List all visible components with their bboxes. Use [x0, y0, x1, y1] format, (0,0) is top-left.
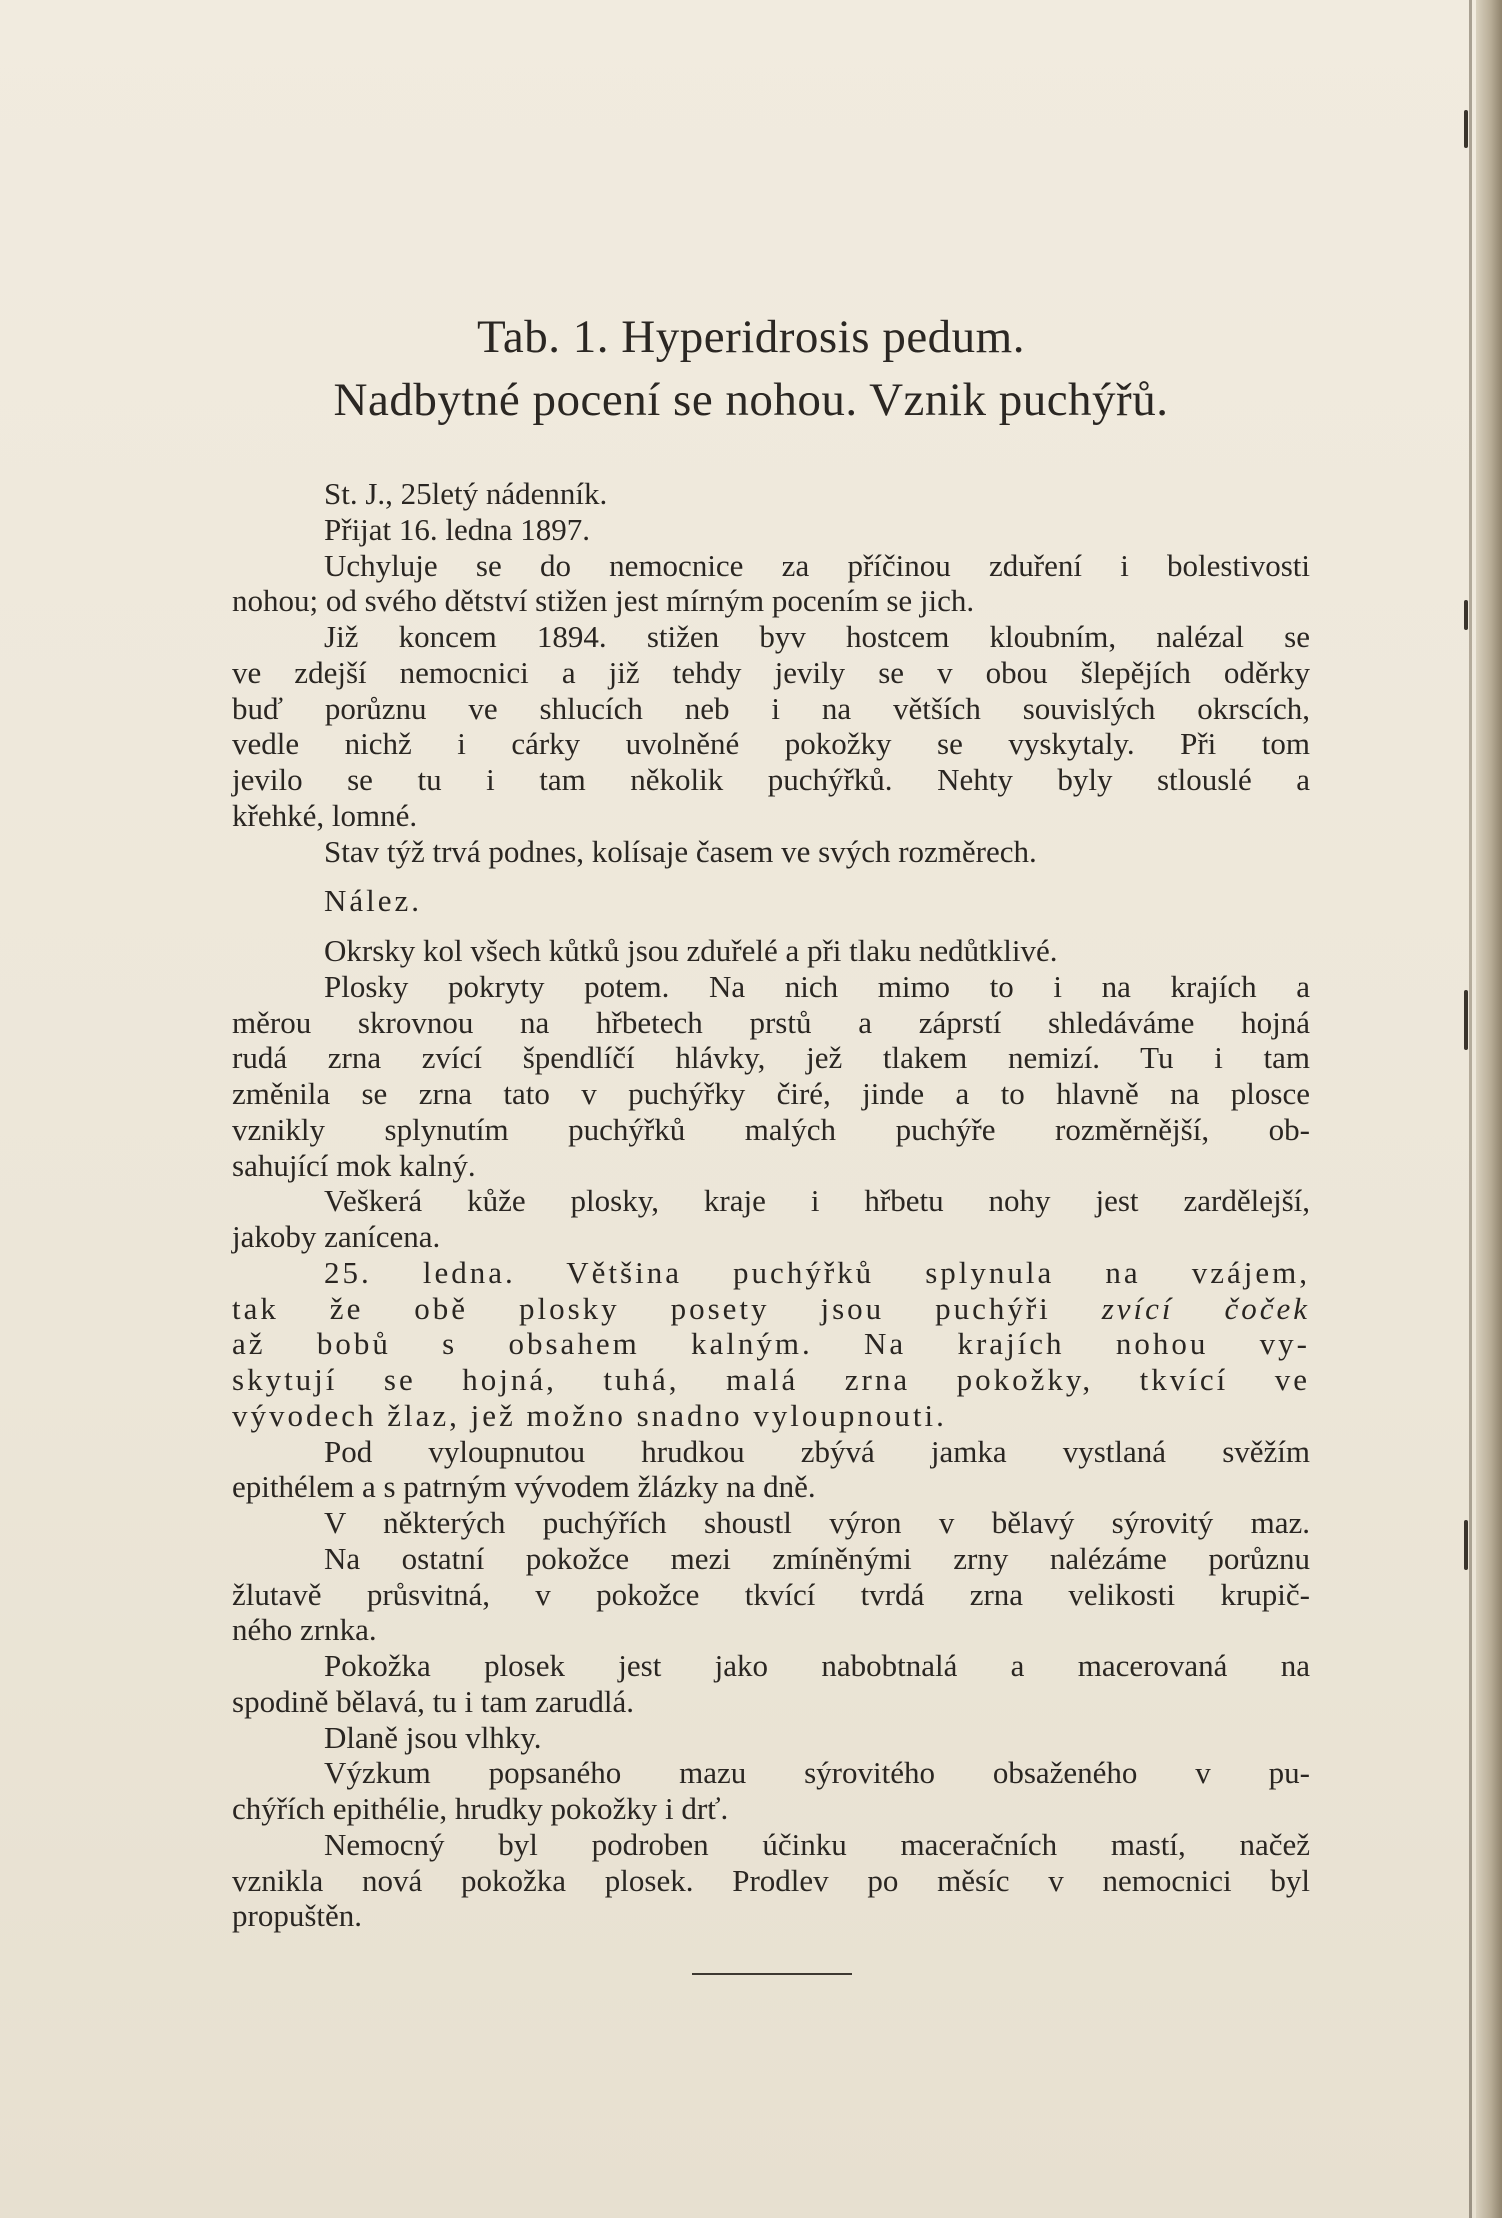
spacer — [232, 869, 1310, 883]
text-line: žlutavě průsvitná, v pokožce tkvící tvrdá zrna velikosti krupič- — [232, 1576, 1310, 1612]
text-line: Okrsky kol všech kůtků jsou zduřelé a při tlaku nedůtklivé. — [324, 933, 1058, 968]
text-line: Výzkum popsaného mazu sýrovitého obsaženého v pu- — [324, 1755, 1310, 1791]
italic-span: zvící čoček — [1101, 1290, 1310, 1326]
edge-mark — [1464, 990, 1468, 1050]
text-line: Veškerá kůže plosky, kraje i hřbetu nohy jest zardělejší, — [324, 1183, 1310, 1219]
edge-mark — [1464, 110, 1468, 148]
text-line: vedle nichž i cárky uvolněné pokožky se vyskytaly. Při tom — [232, 726, 1310, 762]
text-line: Přijat 16. ledna 1897. — [324, 511, 591, 547]
text-line: Pokožka plosek jest jako nabobtnalá a macerovaná na — [324, 1648, 1310, 1683]
text-line: ve zdejší nemocnici a již tehdy jevily se v obou šlepějích oděrky — [232, 654, 1310, 690]
text-line: Stav týž trvá podnes, kolísaje časem ve svých rozměrech. — [324, 833, 1037, 869]
text-line: sahující mok kalný. — [232, 1147, 476, 1183]
text-line: ného zrnka. — [232, 1612, 377, 1648]
text-line: nohou; od svého dětství stižen jest mírným pocením se jich. — [232, 583, 975, 619]
spacer — [232, 919, 1310, 933]
text-line: Nemocný byl podroben účinku maceračních mastí, načež — [324, 1826, 1310, 1862]
text-line: chýřích epithélie, hrudky pokožky i drť. — [232, 1791, 729, 1826]
text-line: Na ostatní pokožce mezi zmíněnými zrny nalézáme porůznu — [324, 1540, 1310, 1576]
edge-mark — [1464, 1520, 1468, 1570]
text-line: Již koncem 1894. stižen byv hostcem kloubním, nalézal se — [324, 619, 1310, 654]
text-line: St. J., 25letý nádenník. — [324, 476, 608, 511]
text-line: vznikla nová pokožka plosek. Prodlev po měsíc v nemocnici byl — [232, 1862, 1310, 1898]
article-body — [232, 476, 1310, 1934]
text-line: Uchyluje se do nemocnice za příčinou zduření i bolestivosti — [324, 547, 1310, 583]
text-line: křehké, lomné. — [232, 797, 418, 833]
text-line: změnila se zrna tato v puchýřky čiré, jinde a to hlavně na plosce — [232, 1076, 1310, 1111]
text-line: Pod vyloupnutou hrudkou zbývá jamka vystlaná svěžím — [324, 1433, 1310, 1469]
text-line: propuštěn. — [232, 1898, 363, 1934]
text-line: vznikly splynutím puchýřků malých puchýře rozměrnější, ob- — [232, 1111, 1310, 1147]
text-line: 25. ledna. Většina puchýřků splynula na vzájem, — [324, 1254, 1310, 1290]
closing-rule — [692, 1973, 852, 1975]
text-line: jakoby zanícena. — [232, 1219, 441, 1254]
text-line: V některých puchýřích shoustl výron v bělavý sýrovitý maz. — [324, 1505, 1310, 1540]
text-line: epithélem a s patrným vývodem žlázky na dně. — [232, 1469, 816, 1505]
text-line: rudá zrna zvící špendlíčí hlávky, jež tlakem nemizí. Tu i tam — [232, 1040, 1310, 1076]
text-line: Dlaně jsou vlhky. — [324, 1719, 542, 1755]
page-title: Tab. 1. Hyperidrosis pedum. — [476, 311, 1025, 363]
text-line: vývodech žlaz, jež možno snadno vyloupnouti. — [232, 1397, 947, 1433]
text-span: tak že obě plosky posety jsou puchýři — [232, 1290, 1051, 1326]
page-subtitle: Nadbytné pocení se nohou. Vznik puchýřů. — [333, 374, 1169, 426]
edge-mark — [1464, 600, 1468, 630]
text-line: buď porůznu ve shlucích neb i na větších souvislých okrscích, — [232, 690, 1310, 726]
section-heading: Nález. — [324, 883, 423, 919]
text-line — [232, 1291, 1310, 1327]
text-line: Plosky pokryty potem. Na nich mimo to i na krajích a — [324, 968, 1310, 1004]
text-line: měrou skrovnou na hřbetech prstů a záprstí shledáváme hojná — [232, 1004, 1310, 1040]
text-line: jevilo se tu i tam několik puchýřků. Nehty byly stlouslé a — [232, 762, 1310, 797]
text-line: až bobů s obsahem kalným. Na krajích nohou vy- — [232, 1326, 1310, 1362]
text-line: spodině bělavá, tu i tam zarudlá. — [232, 1683, 635, 1719]
text-line: skytují se hojná, tuhá, malá zrna pokožky, tkvící ve — [232, 1362, 1310, 1397]
